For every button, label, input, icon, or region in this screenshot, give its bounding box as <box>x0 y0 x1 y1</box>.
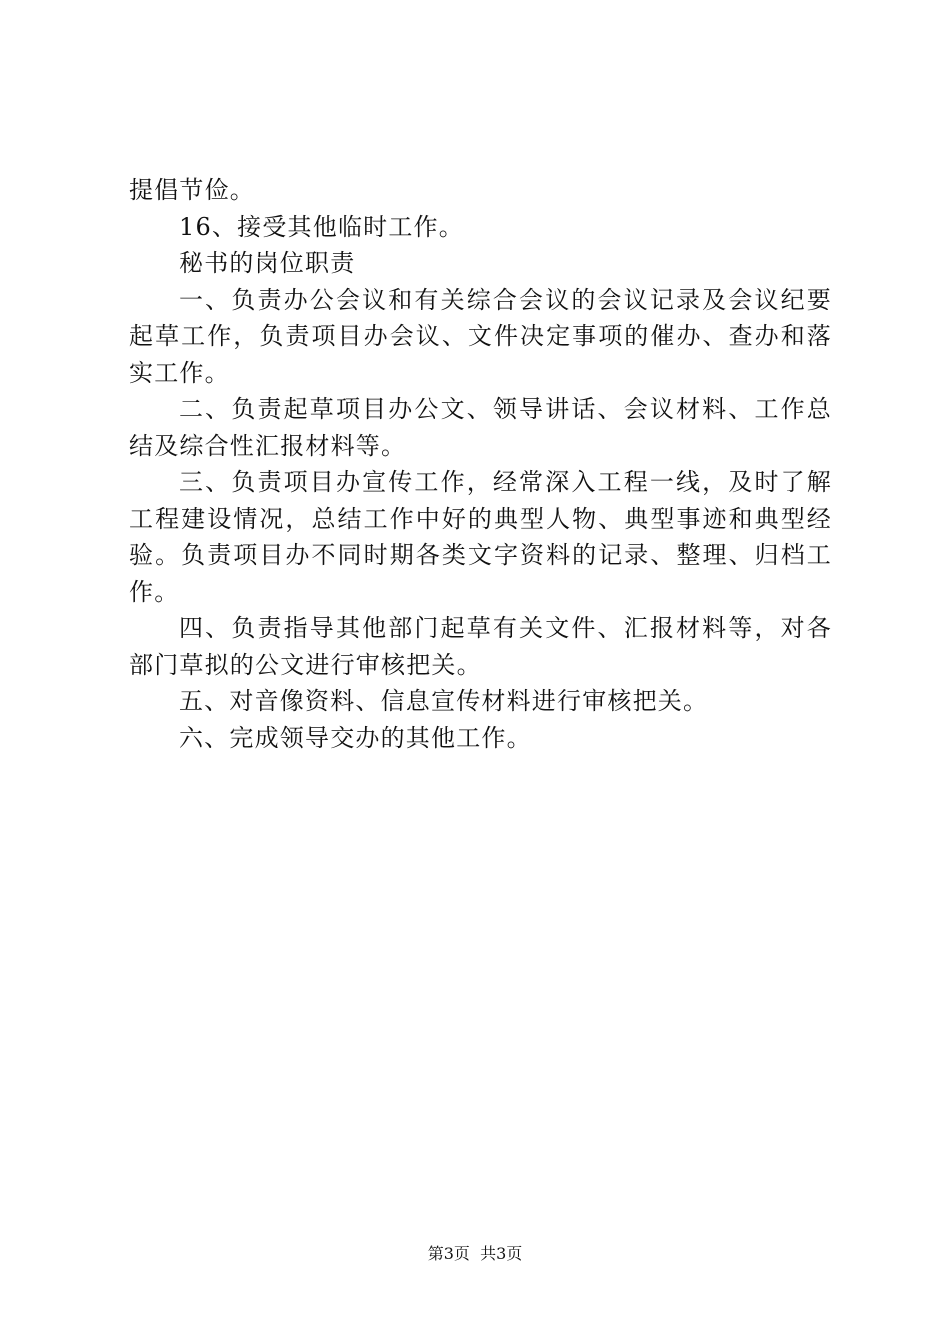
paragraph-duty-3: 三、负责项目办宣传工作，经常深入工程一线，及时了解工程建设情况，总结工作中好的典型人物、典型事迹和典型经验。负责项目办不同时期各类文字资料的记录、整理、归档工作。 <box>129 468 832 606</box>
document-body <box>129 172 832 756</box>
paragraph-duty-4: 四、负责指导其他部门起草有关文件、汇报材料等，对各部门草拟的公文进行审核把关。 <box>129 614 832 679</box>
section-heading: 秘书的岗位职责 <box>179 249 356 277</box>
paragraph-duty-2: 二、负责起草项目办公文、领导讲话、会议材料、工作总结及综合性汇报材料等。 <box>129 395 832 460</box>
paragraph-duty-6: 六、完成领导交办的其他工作。 <box>179 723 532 752</box>
paragraph-duty-5: 五、对音像资料、信息宣传材料进行审核把关。 <box>179 687 709 715</box>
paragraph-continuation: 提倡节俭。 <box>129 176 255 204</box>
paragraph-duty-1: 一、负责办公会议和有关综合会议的会议记录及会议纪要起草工作，负责项目办会议、文件决定事项的催办、查办和落实工作。 <box>129 285 832 387</box>
page-number-footer: 第3页 共3页 <box>427 1244 523 1263</box>
paragraph-item-16: 16、接受其他临时工作。 <box>179 212 464 241</box>
